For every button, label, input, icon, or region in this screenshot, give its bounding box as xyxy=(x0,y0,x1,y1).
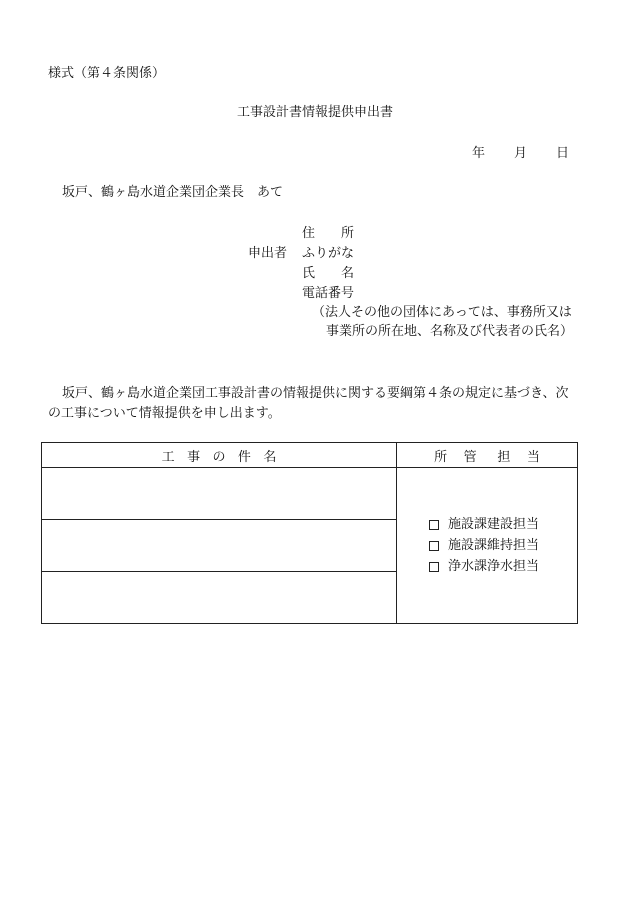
field-name-char2: 名 xyxy=(341,266,355,281)
checkbox-icon[interactable] xyxy=(429,541,439,551)
body-text-line1: 坂戸、鶴ヶ島水道企業団工事設計書の情報提供に関する要綱第４条の規定に基づき、次 xyxy=(62,386,569,401)
field-phone-label: 電話番号 xyxy=(302,286,355,301)
addressee: 坂戸、鶴ヶ島水道企業団企業長 あて xyxy=(62,185,284,200)
field-address-char1: 住 xyxy=(302,226,316,241)
field-name-char1: 氏 xyxy=(302,266,316,281)
header-project-name xyxy=(42,443,397,468)
department-option-maintenance[interactable] xyxy=(429,535,577,556)
header-dept-char: 担 xyxy=(497,449,511,465)
header-dept-char: 所 xyxy=(434,449,448,465)
header-dept-char: 当 xyxy=(526,449,540,465)
header-dept-char: 管 xyxy=(463,449,477,465)
application-table xyxy=(41,442,578,624)
form-label: 様式（第４条関係） xyxy=(48,66,166,81)
department-list xyxy=(429,514,577,577)
date-month-label: 月 xyxy=(514,146,528,161)
applicant-note-line1: （法人その他の団体にあっては、事務所又は xyxy=(312,305,572,320)
date-year-label: 年 xyxy=(472,146,486,161)
department-cell xyxy=(397,468,578,624)
header-department xyxy=(397,443,578,468)
header-name-char: 件 xyxy=(237,449,251,465)
field-address-char2: 所 xyxy=(341,226,355,241)
checkbox-icon[interactable] xyxy=(429,520,439,530)
field-furigana-label: ふりがな xyxy=(302,246,355,261)
department-label: 浄水課浄水担当 xyxy=(448,559,540,574)
project-name-cell-2[interactable] xyxy=(42,520,397,572)
project-name-cell-3[interactable] xyxy=(42,572,397,624)
body-text-line2: の工事について情報提供を申し出ます。 xyxy=(48,406,281,421)
date-day-label: 日 xyxy=(556,146,570,161)
header-name-char: 工 xyxy=(161,449,175,465)
document-title: 工事設計書情報提供申出書 xyxy=(236,105,393,120)
header-name-char: 事 xyxy=(187,449,201,465)
department-option-water-purification[interactable] xyxy=(429,556,577,577)
applicant-note-line2: 事業所の所在地、名称及び代表者の氏名） xyxy=(326,324,574,339)
department-option-construction[interactable] xyxy=(429,514,577,535)
header-name-char: 名 xyxy=(263,449,277,465)
header-name-char: の xyxy=(212,449,226,465)
department-label: 施設課建設担当 xyxy=(448,517,540,532)
applicant-label: 申出者 xyxy=(248,246,288,261)
department-label: 施設課維持担当 xyxy=(448,538,540,553)
checkbox-icon[interactable] xyxy=(429,562,439,572)
project-name-cell-1[interactable] xyxy=(42,468,397,520)
